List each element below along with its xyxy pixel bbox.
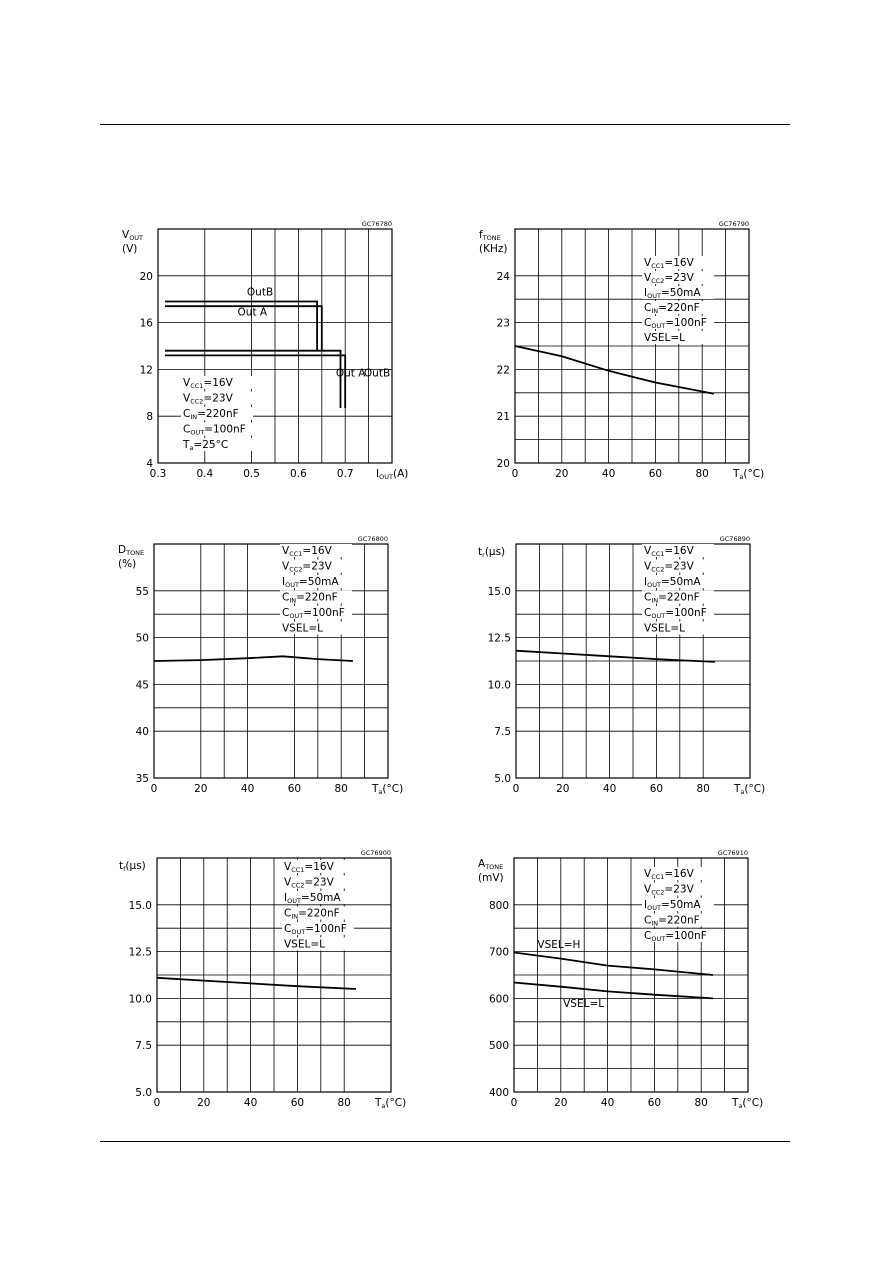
series-line <box>157 978 356 989</box>
y-axis-label: DTONE <box>118 544 145 557</box>
test-condition: COUT=100nF <box>282 607 345 620</box>
x-tick-label: 40 <box>600 1097 615 1109</box>
x-axis-label: Ta(°C) <box>733 468 765 481</box>
figure-code: GC76910 <box>717 849 748 857</box>
x-tick-label: 40 <box>601 468 616 480</box>
y-tick-label: 22 <box>496 364 510 377</box>
test-condition: CIN=220nF <box>183 408 239 421</box>
series-annotation: VSEL=H <box>537 938 581 951</box>
y-tick-label: 50 <box>135 632 149 645</box>
series-line <box>514 983 713 999</box>
x-tick-label: 0 <box>511 468 519 480</box>
y-tick-label: 600 <box>488 993 509 1006</box>
x-tick-label: 60 <box>287 783 302 795</box>
y-tick-label: 16 <box>139 317 153 330</box>
figure-code: GC76890 <box>719 535 750 543</box>
test-condition: IOUT=50mA <box>284 892 341 905</box>
x-tick-label: 60 <box>647 1097 662 1109</box>
test-condition: VCC1=16V <box>284 861 334 874</box>
x-tick-label: 60 <box>290 1097 305 1109</box>
chart-2 <box>479 220 764 481</box>
test-condition: CIN=220nF <box>644 591 700 605</box>
series-line <box>516 651 715 662</box>
y-tick-label: 21 <box>496 411 510 424</box>
y-tick-label: 24 <box>496 270 510 283</box>
x-axis-label: IOUT(A) <box>376 468 409 481</box>
y-axis-label: tr(µs) <box>478 546 506 559</box>
figure-code: GC76780 <box>361 220 392 228</box>
y-tick-label: 10.0 <box>487 679 511 692</box>
x-tick-label: 80 <box>695 468 709 480</box>
test-condition: VCC2=23V <box>183 392 233 406</box>
y-tick-label: 20 <box>496 458 510 470</box>
test-condition: CIN=220nF <box>284 907 340 921</box>
x-axis-label: Ta(°C) <box>734 783 766 796</box>
test-condition: VSEL=L <box>284 938 325 951</box>
test-condition: VCC1=16V <box>644 868 694 881</box>
test-condition: IOUT=50mA <box>282 576 339 589</box>
x-tick-label: 40 <box>243 1097 258 1109</box>
x-tick-label: 60 <box>649 783 664 795</box>
y-tick-label: 35 <box>135 773 149 785</box>
x-tick-label: 40 <box>602 783 617 795</box>
x-tick-label: 20 <box>554 1097 568 1109</box>
test-condition: VCC1=16V <box>282 545 332 558</box>
y-axis-label: VOUT <box>122 229 144 242</box>
y-axis-unit: (%) <box>118 558 137 570</box>
y-axis-unit: (V) <box>122 243 138 255</box>
test-condition: VSEL=L <box>644 622 685 635</box>
series-annotation: Out A <box>237 306 268 319</box>
y-tick-label: 15.0 <box>487 585 511 598</box>
x-tick-label: 80 <box>334 783 348 795</box>
y-tick-label: 40 <box>135 726 149 739</box>
x-tick-label: 0 <box>150 783 158 795</box>
x-tick-label: 60 <box>648 468 663 480</box>
series-line <box>515 346 714 394</box>
test-condition: IOUT=50mA <box>644 576 701 589</box>
x-axis-label: Ta(°C) <box>372 783 404 796</box>
test-condition: COUT=100nF <box>183 423 246 437</box>
x-tick-label: 0 <box>153 1097 161 1109</box>
test-condition: VCC2=23V <box>644 560 694 574</box>
x-tick-label: 0.4 <box>196 468 214 480</box>
test-condition: VCC1=16V <box>644 545 694 558</box>
test-condition: IOUT=50mA <box>644 899 701 912</box>
test-condition: COUT=100nF <box>644 607 707 620</box>
chart-5 <box>119 849 406 1110</box>
y-axis-unit: (KHz) <box>479 243 508 255</box>
y-tick-label: 7.5 <box>135 1040 152 1053</box>
test-condition: COUT=100nF <box>644 317 707 330</box>
y-tick-label: 10.0 <box>128 993 152 1006</box>
series-line <box>514 953 713 976</box>
test-condition: COUT=100nF <box>644 930 707 943</box>
x-tick-label: 20 <box>194 783 208 795</box>
series-annotation: VSEL=L <box>563 997 605 1010</box>
series-annotation: OutB <box>363 367 391 380</box>
x-axis-label: Ta(°C) <box>732 1097 764 1110</box>
x-axis-label: Ta(°C) <box>375 1097 407 1110</box>
test-condition: VCC1=16V <box>183 377 233 390</box>
figure-code: GC76800 <box>357 535 388 543</box>
x-tick-label: 0.3 <box>149 468 167 480</box>
test-condition: IOUT=50mA <box>644 287 701 300</box>
test-condition: VCC2=23V <box>644 883 694 897</box>
test-condition: VSEL=L <box>644 332 685 344</box>
x-tick-label: 20 <box>556 783 570 795</box>
y-tick-label: 15.0 <box>128 899 152 912</box>
x-tick-label: 20 <box>555 468 569 480</box>
y-tick-label: 4 <box>146 458 153 470</box>
test-condition: VCC1=16V <box>644 257 694 270</box>
x-tick-label: 0.6 <box>290 468 307 480</box>
figure-code: GC76790 <box>718 220 749 228</box>
test-condition: VCC2=23V <box>284 876 334 890</box>
test-condition: COUT=100nF <box>284 923 347 936</box>
y-tick-label: 45 <box>135 679 149 692</box>
x-tick-label: 80 <box>696 783 710 795</box>
chart-3 <box>118 535 403 796</box>
figure-code: GC76900 <box>360 849 391 857</box>
y-tick-label: 12.5 <box>487 632 511 645</box>
y-tick-label: 400 <box>488 1087 509 1099</box>
test-condition: CIN=220nF <box>644 302 700 315</box>
y-axis-label: fTONE <box>479 229 501 242</box>
series-line <box>154 656 353 661</box>
test-condition: CIN=220nF <box>282 591 338 605</box>
x-tick-label: 80 <box>337 1097 351 1109</box>
x-tick-label: 0 <box>510 1097 518 1109</box>
y-tick-label: 12.5 <box>128 946 152 959</box>
chart-1 <box>122 220 408 481</box>
test-condition: VCC2=23V <box>644 272 694 285</box>
test-condition: CIN=220nF <box>644 914 700 928</box>
x-tick-label: 0.5 <box>243 468 260 480</box>
x-tick-label: 0 <box>512 783 520 795</box>
y-tick-label: 8 <box>146 411 153 424</box>
y-tick-label: 55 <box>135 585 149 598</box>
series-annotation: Out A <box>335 367 366 380</box>
test-condition: VCC2=23V <box>282 560 332 574</box>
x-tick-label: 40 <box>240 783 255 795</box>
y-tick-label: 12 <box>139 364 153 377</box>
chart-6 <box>478 849 763 1110</box>
y-axis-label: ATONE <box>478 858 504 871</box>
test-condition: Ta=25°C <box>183 439 229 452</box>
y-tick-label: 23 <box>496 317 510 330</box>
y-tick-label: 500 <box>488 1040 509 1053</box>
y-axis-label: tf(µs) <box>119 860 146 873</box>
chart-4 <box>478 535 765 796</box>
x-tick-label: 80 <box>694 1097 708 1109</box>
y-axis-unit: (mV) <box>478 872 504 884</box>
x-tick-label: 20 <box>197 1097 211 1109</box>
y-tick-label: 5.0 <box>135 1087 152 1099</box>
series-annotation: OutB <box>246 286 274 299</box>
x-tick-label: 0.7 <box>336 468 354 480</box>
y-tick-label: 7.5 <box>494 726 511 739</box>
y-tick-label: 700 <box>488 946 509 959</box>
y-tick-label: 20 <box>139 270 153 283</box>
y-tick-label: 800 <box>488 899 509 912</box>
y-tick-label: 5.0 <box>494 773 511 785</box>
test-condition: VSEL=L <box>282 622 323 635</box>
